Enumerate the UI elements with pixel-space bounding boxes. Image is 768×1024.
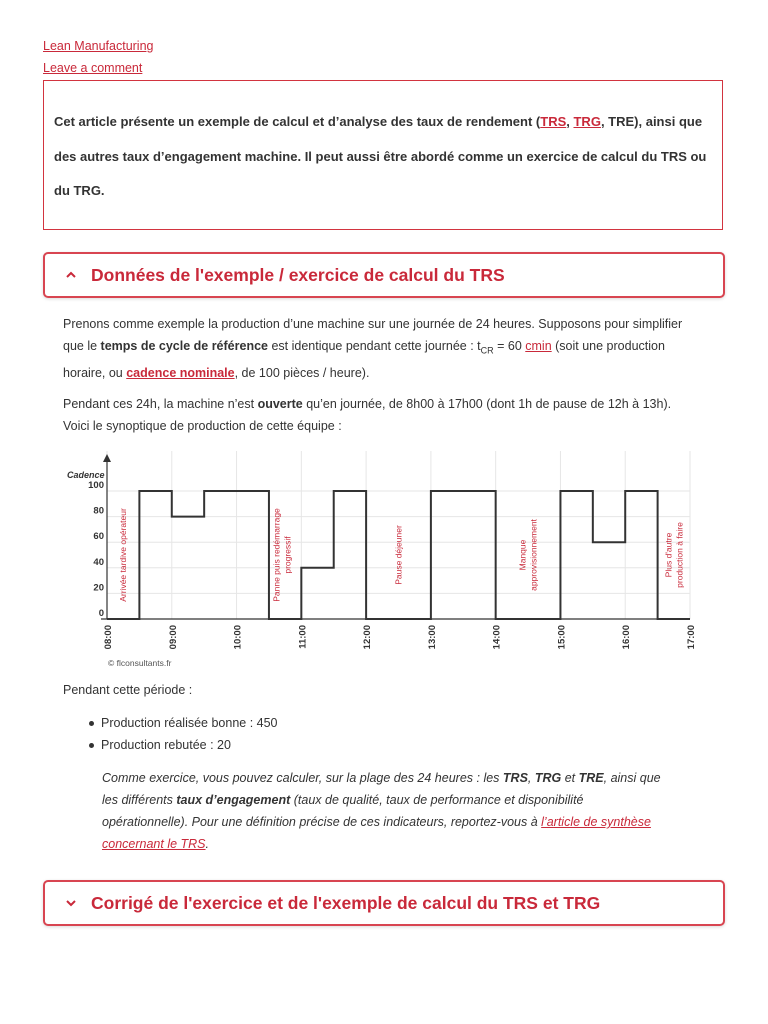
exercise-note	[102, 767, 672, 855]
bold-text: TRG	[534, 771, 562, 785]
production-chart	[60, 448, 710, 676]
category-link[interactable]: Lean Manufacturing	[43, 39, 154, 53]
y-tick-label: 60	[93, 531, 104, 543]
cmin-link[interactable]: cmin	[525, 339, 552, 353]
accordion-donnees[interactable]	[43, 252, 725, 298]
x-tick-label: 17:00	[686, 625, 697, 650]
annotation-label: production à faire	[674, 522, 685, 588]
text: Comme exercice, vous pouvez calculer, sur la plage des 24 heures : les	[102, 771, 503, 785]
accordion-title: Données de l'exemple / exercice de calcul du TRS	[91, 264, 505, 285]
y-axis-arrow-icon	[103, 454, 111, 462]
list-item: Production réalisée bonne : 450	[63, 712, 278, 734]
cadence-nominale-link[interactable]: cadence nominale	[126, 365, 235, 380]
text: ,	[527, 771, 535, 785]
bold-text: TRE	[578, 771, 604, 785]
chart-credit: © flconsultants.fr	[108, 658, 172, 668]
text: et	[561, 771, 579, 785]
annotation-label: approvisionnement	[528, 519, 539, 591]
bold-text: ouverte	[257, 397, 303, 411]
y-tick-label: 0	[98, 608, 104, 619]
x-tick-label: 13:00	[426, 625, 438, 650]
x-tick-label: 16:00	[621, 625, 633, 650]
text: Prenons comme exemple la production d’une machine sur une journée de 24 heures. Supposons pour simplifier que le	[63, 317, 683, 353]
synthese-article-link[interactable]: l’article de synthèse concernant le TRS	[102, 815, 651, 851]
bold-text: temps de cycle de référence	[100, 339, 268, 353]
text: , ainsi que les différents	[102, 771, 661, 807]
chevron-up-icon	[65, 269, 77, 281]
intro-text-end: , TRE), ainsi que des autres taux d’engagement machine. Il peut aussi être abordé comme un exercice de calcul du TRS ou du TRG.	[54, 114, 707, 198]
text: , de 100 pièces / heure).	[234, 365, 370, 380]
trs-link[interactable]: TRS	[540, 114, 567, 129]
x-tick-label: 09:00	[167, 625, 179, 650]
x-tick-label: 11:00	[297, 625, 309, 649]
x-tick-label: 12:00	[362, 625, 374, 650]
y-axis-label: Cadence	[67, 470, 105, 480]
x-tick-label: 10:00	[232, 625, 244, 650]
annotation-label: progressif	[282, 536, 293, 574]
bold-text: TRS	[502, 771, 528, 785]
trg-link[interactable]: TRG	[573, 114, 601, 129]
x-tick-label: 15:00	[556, 625, 568, 650]
text: (soit une production horaire, ou	[63, 339, 665, 380]
subscript: CR	[480, 345, 494, 356]
annotation-label: Manque	[517, 539, 528, 571]
text: (taux de qualité, taux de performance et disponibilité opérationnelle). Pour une définition précise de ces indicateurs, reportez-vous à	[102, 793, 584, 829]
x-tick-label: 14:00	[491, 625, 503, 650]
accordion-corrige[interactable]	[43, 880, 725, 926]
bold-text: taux d’engagement	[176, 793, 291, 807]
x-tick-label: 08:00	[103, 625, 114, 650]
intro-box	[43, 80, 723, 230]
text: Pendant ces 24h, la machine n’est	[63, 397, 258, 411]
annotation-label: Panne puis redémarrage	[271, 508, 282, 602]
accordion-title: Corrigé de l'exercice et de l'exemple de calcul du TRS et TRG	[91, 892, 601, 913]
intro-separator: ,	[566, 114, 574, 129]
leave-comment-link[interactable]: Leave a comment	[43, 61, 143, 75]
text: = 60	[493, 339, 526, 353]
paragraph-periode: Pendant cette période :	[63, 683, 193, 697]
production-list	[63, 712, 278, 756]
y-tick-label: 40	[93, 556, 104, 568]
paragraph-ouverture	[63, 393, 703, 437]
list-item: Production rebutée : 20	[63, 734, 278, 756]
text: .	[205, 837, 210, 851]
y-tick-label: 100	[88, 480, 104, 491]
text: Voici le synoptique de production de cette équipe :	[63, 419, 342, 433]
intro-text: Cet article présente un exemple de calcul et d’analyse des taux de rendement (	[54, 114, 541, 129]
text: qu’en journée, de 8h00 à 17h00 (dont 1h de pause de 12h à 13h).	[302, 397, 672, 411]
y-tick-label: 80	[93, 505, 104, 517]
annotation-label: Pause déjeuner	[393, 525, 404, 585]
annotation-label: Plus d'autre	[663, 532, 674, 578]
paragraph-cycle	[63, 313, 703, 384]
annotation-label: Arrivée tardive opérateur	[118, 508, 129, 602]
text: est identique pendant cette journée : t	[267, 339, 481, 353]
y-tick-label: 20	[93, 582, 104, 594]
chevron-down-icon	[65, 897, 77, 909]
